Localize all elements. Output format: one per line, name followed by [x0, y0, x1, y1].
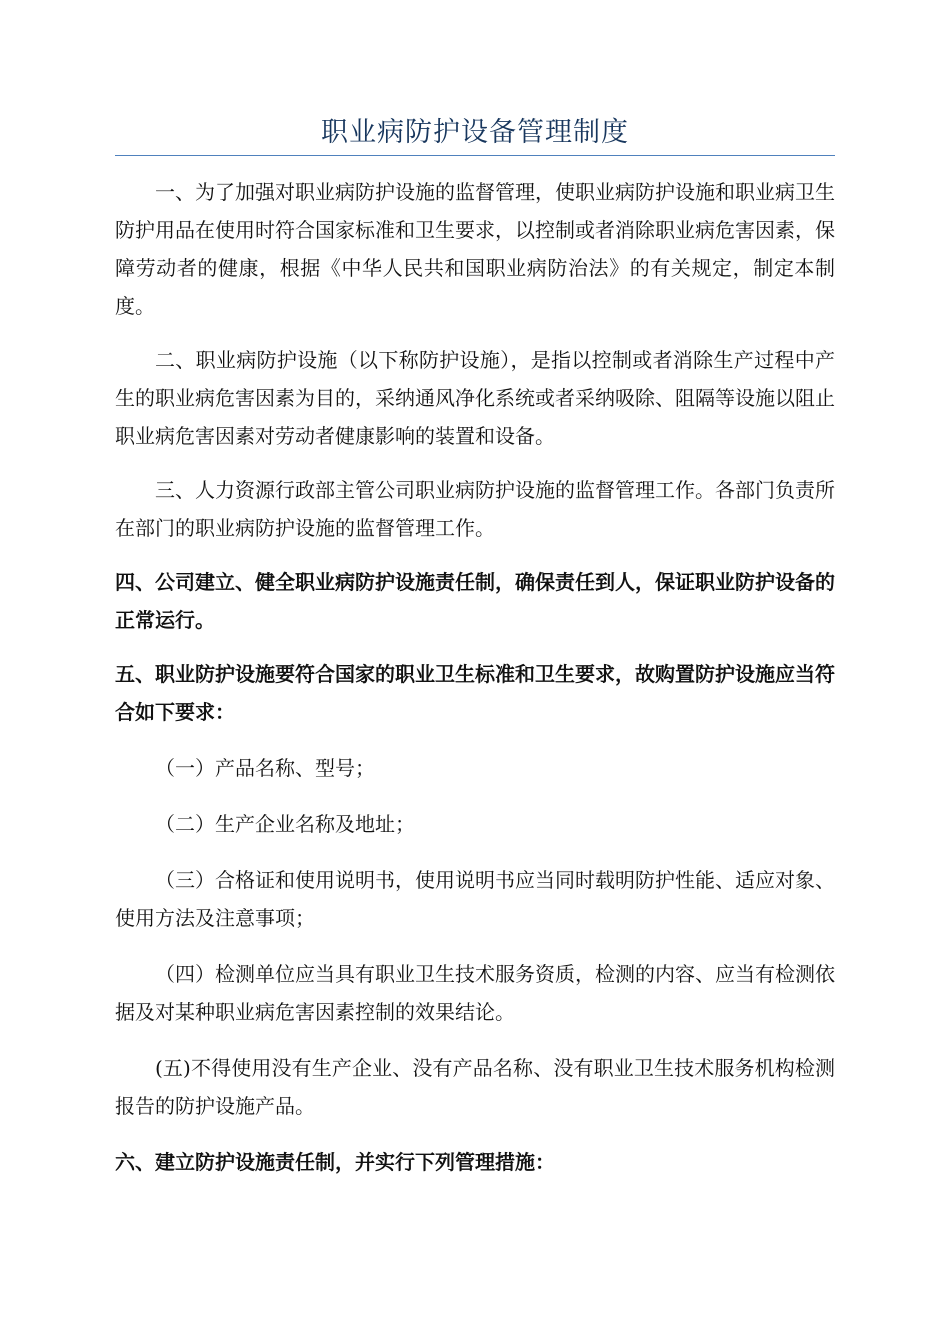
document-title: 职业病防护设备管理制度 — [321, 117, 629, 148]
paragraph-1: 一、为了加强对职业病防护设施的监督管理，使职业病防护设施和职业病卫生防护用品在使用时符合国家标准和卫生要求，以控制或者消除职业病危害因素，保障劳动者的健康，根据《中华人民共和国职业病防治法》的有关规定，制定本制度。 — [115, 180, 835, 318]
paragraph-3: 三、人力资源行政部主管公司职业病防护设施的监督管理工作。各部门负责所在部门的职业病防护设施的监督管理工作。 — [115, 478, 835, 540]
list-item-4: （四）检测单位应当具有职业卫生技术服务资质，检测的内容、应当有检测依据及对某种职业病危害因素控制的效果结论。 — [115, 962, 835, 1024]
paragraph-5: 五、职业防护设施要符合国家的职业卫生标准和卫生要求，故购置防护设施应当符合如下要求： — [115, 662, 835, 724]
paragraph-6: 六、建立防护设施责任制，并实行下列管理措施： — [115, 1150, 555, 1174]
list-item-2: （二）生产企业名称及地址； — [155, 812, 415, 836]
title-underline — [115, 155, 835, 156]
paragraph-4: 四、公司建立、健全职业病防护设施责任制，确保责任到人，保证职业防护设备的正常运行。 — [115, 570, 835, 632]
list-item-3: （三）合格证和使用说明书，使用说明书应当同时载明防护性能、适应对象、使用方法及注意事项； — [115, 868, 835, 930]
document-body — [115, 173, 835, 1181]
list-item-5: (五)不得使用没有生产企业、没有产品名称、没有职业卫生技术服务机构检测报告的防护设施产品。 — [115, 1056, 835, 1118]
list-item-1: （一）产品名称、型号； — [155, 756, 375, 780]
paragraph-2: 二、职业病防护设施（以下称防护设施），是指以控制或者消除生产过程中产生的职业病危害因素为目的，采纳通风净化系统或者采纳吸除、阻隔等设施以阻止职业病危害因素对劳动者健康影响的装置和设备。 — [115, 348, 835, 448]
